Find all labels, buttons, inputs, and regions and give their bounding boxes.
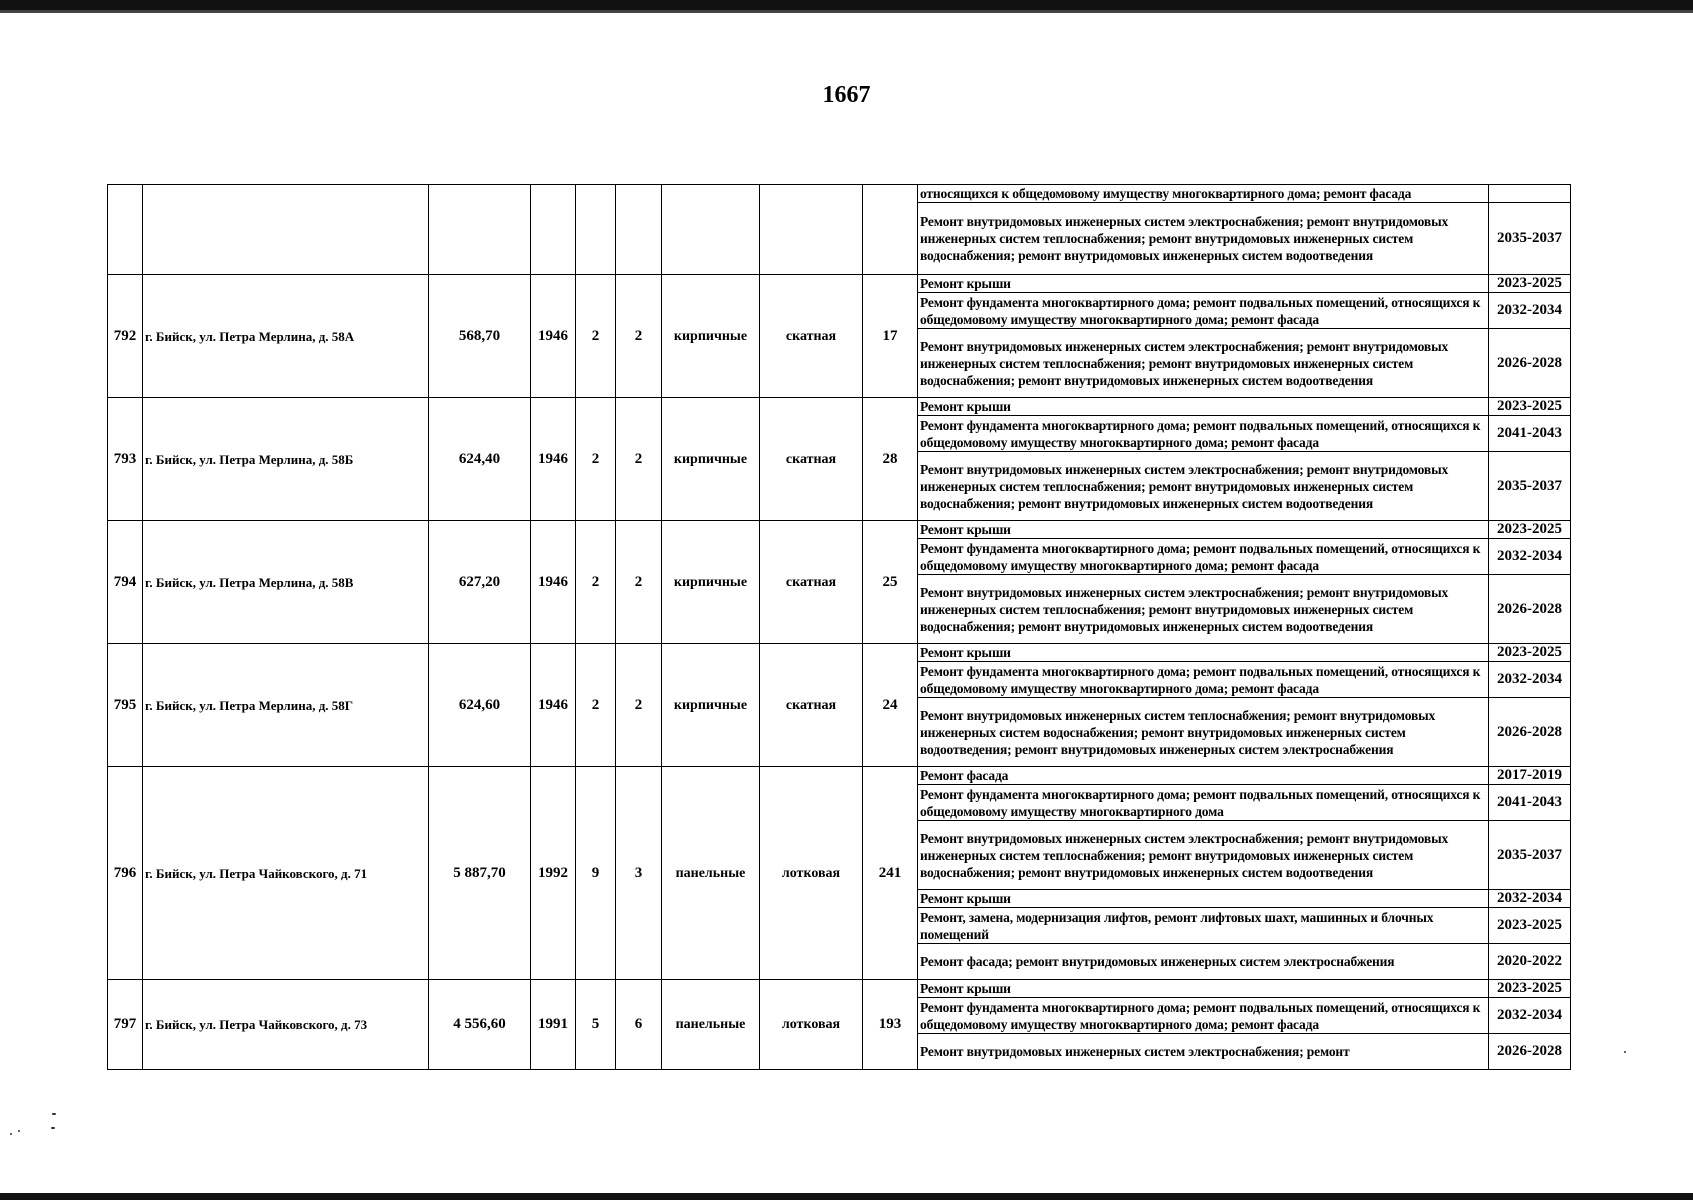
cell-work-period: 2032-2034 — [1489, 998, 1571, 1034]
cell-roof-empty — [760, 185, 863, 275]
cell-work-period: 2023-2025 — [1489, 980, 1571, 998]
cell-year: 1992 — [531, 767, 576, 980]
cell-floors-empty — [576, 185, 616, 275]
cell-entrances: 2 — [616, 644, 662, 767]
scan-speck — [1624, 1051, 1626, 1053]
cell-floors: 9 — [576, 767, 616, 980]
cell-roof-type: лотковая — [760, 767, 863, 980]
cell-address: г. Бийск, ул. Петра Чайковского, д. 73 — [143, 980, 429, 1070]
scan-speck — [51, 1127, 55, 1129]
cell-walls-empty — [662, 185, 760, 275]
cell-work-type: относящихся к общедомовому имуществу многоквартирного дома; ремонт фасада — [918, 185, 1489, 203]
cell-residents: 17 — [863, 275, 918, 398]
table-body — [108, 185, 1571, 1070]
cell-wall-material: кирпичные — [662, 398, 760, 521]
cell-work-type: Ремонт внутридомовых инженерных систем электроснабжения; ремонт внутридомовых инженерных систем теплоснабжения; ремонт внутридомовых инженерных систем водоснабжения; ремонт внутридомовых инженерных систем водоотведения — [918, 329, 1489, 398]
cell-work-type: Ремонт крыши — [918, 644, 1489, 662]
cell-work-type: Ремонт внутридомовых инженерных систем электроснабжения; ремонт — [918, 1034, 1489, 1070]
cell-address: г. Бийск, ул. Петра Чайковского, д. 71 — [143, 767, 429, 980]
cell-work-period: 2017-2019 — [1489, 767, 1571, 785]
cell-area: 627,20 — [429, 521, 531, 644]
cell-work-type: Ремонт фасада; ремонт внутридомовых инженерных систем электроснабжения — [918, 944, 1489, 980]
cell-wall-material: кирпичные — [662, 644, 760, 767]
cell-work-period: 2041-2043 — [1489, 785, 1571, 821]
scan-edge-bottom — [0, 1193, 1693, 1200]
cell-entrances: 3 — [616, 767, 662, 980]
cell-year: 1991 — [531, 980, 576, 1070]
cell-roof-type: лотковая — [760, 980, 863, 1070]
table-row-building — [108, 644, 1571, 662]
table-row-building — [108, 398, 1571, 416]
cell-work-period: 2026-2028 — [1489, 698, 1571, 767]
cell-work-type: Ремонт внутридомовых инженерных систем теплоснабжения; ремонт внутридомовых инженерных систем водоснабжения; ремонт внутридомовых инженерных систем водоотведения; ремонт внутридомовых инженерных систем электроснабжения — [918, 698, 1489, 767]
cell-work-type: Ремонт крыши — [918, 521, 1489, 539]
cell-number: 794 — [108, 521, 143, 644]
cell-area-empty — [429, 185, 531, 275]
table-row-building — [108, 521, 1571, 539]
page-number: 1667 — [822, 82, 871, 108]
scan-speck — [18, 1130, 20, 1132]
scan-edge-top-shadow — [0, 10, 1693, 13]
cell-work-type: Ремонт крыши — [918, 275, 1489, 293]
cell-floors: 2 — [576, 521, 616, 644]
cell-number-empty — [108, 185, 143, 275]
cell-work-type: Ремонт фундамента многоквартирного дома; ремонт подвальных помещений, относящихся к общедомовому имуществу многоквартирного дома; ремонт фасада — [918, 539, 1489, 575]
cell-work-period: 2032-2034 — [1489, 539, 1571, 575]
cell-residents: 24 — [863, 644, 918, 767]
cell-roof-type: скатная — [760, 275, 863, 398]
housing-repair-table — [107, 184, 1571, 1070]
cell-number: 796 — [108, 767, 143, 980]
cell-residents: 25 — [863, 521, 918, 644]
cell-roof-type: скатная — [760, 644, 863, 767]
cell-floors: 2 — [576, 644, 616, 767]
cell-roof-type: скатная — [760, 398, 863, 521]
cell-residents: 241 — [863, 767, 918, 980]
scan-speck — [10, 1133, 12, 1135]
cell-address: г. Бийск, ул. Петра Мерлина, д. 58Б — [143, 398, 429, 521]
cell-area: 568,70 — [429, 275, 531, 398]
cell-work-period: 2041-2043 — [1489, 416, 1571, 452]
cell-work-period: 2032-2034 — [1489, 890, 1571, 908]
cell-work-period: 2035-2037 — [1489, 452, 1571, 521]
cell-roof-type: скатная — [760, 521, 863, 644]
table-row-building — [108, 767, 1571, 785]
cell-work-type: Ремонт внутридомовых инженерных систем электроснабжения; ремонт внутридомовых инженерных систем теплоснабжения; ремонт внутридомовых инженерных систем водоснабжения; ремонт внутридомовых инженерных систем водоотведения — [918, 203, 1489, 275]
cell-work-period: 2026-2028 — [1489, 575, 1571, 644]
cell-floors: 2 — [576, 275, 616, 398]
cell-year: 1946 — [531, 275, 576, 398]
cell-number: 795 — [108, 644, 143, 767]
cell-work-period: 2026-2028 — [1489, 329, 1571, 398]
cell-work-period: 2023-2025 — [1489, 521, 1571, 539]
cell-work-period: 2032-2034 — [1489, 662, 1571, 698]
cell-work-period: 2023-2025 — [1489, 398, 1571, 416]
cell-area: 5 887,70 — [429, 767, 531, 980]
cell-work-type: Ремонт, замена, модернизация лифтов, ремонт лифтовых шахт, машинных и блочных помещений — [918, 908, 1489, 944]
cell-entrances: 6 — [616, 980, 662, 1070]
cell-work-period: 2023-2025 — [1489, 275, 1571, 293]
cell-work-type: Ремонт фундамента многоквартирного дома; ремонт подвальных помещений, относящихся к общедомовому имуществу многоквартирного дома; ремонт фасада — [918, 998, 1489, 1034]
cell-work-type: Ремонт внутридомовых инженерных систем электроснабжения; ремонт внутридомовых инженерных систем теплоснабжения; ремонт внутридомовых инженерных систем водоснабжения; ремонт внутридомовых инженерных систем водоотведения — [918, 821, 1489, 890]
cell-wall-material: кирпичные — [662, 275, 760, 398]
cell-address: г. Бийск, ул. Петра Мерлина, д. 58А — [143, 275, 429, 398]
cell-residents-empty — [863, 185, 918, 275]
cell-number: 792 — [108, 275, 143, 398]
cell-work-type: Ремонт фундамента многоквартирного дома; ремонт подвальных помещений, относящихся к общедомовому имуществу многоквартирного дома — [918, 785, 1489, 821]
cell-work-period — [1489, 185, 1571, 203]
cell-floors: 5 — [576, 980, 616, 1070]
cell-wall-material: панельные — [662, 767, 760, 980]
cell-work-type: Ремонт фундамента многоквартирного дома; ремонт подвальных помещений, относящихся к общедомовому имуществу многоквартирного дома; ремонт фасада — [918, 416, 1489, 452]
cell-address-empty — [143, 185, 429, 275]
cell-work-type: Ремонт фасада — [918, 767, 1489, 785]
cell-residents: 28 — [863, 398, 918, 521]
cell-work-type: Ремонт внутридомовых инженерных систем электроснабжения; ремонт внутридомовых инженерных систем теплоснабжения; ремонт внутридомовых инженерных систем водоснабжения; ремонт внутридомовых инженерных систем водоотведения — [918, 452, 1489, 521]
table-row-building — [108, 980, 1571, 998]
cell-entrances-empty — [616, 185, 662, 275]
cell-residents: 193 — [863, 980, 918, 1070]
cell-area: 624,40 — [429, 398, 531, 521]
cell-entrances: 2 — [616, 521, 662, 644]
cell-area: 4 556,60 — [429, 980, 531, 1070]
cell-address: г. Бийск, ул. Петра Мерлина, д. 58Г — [143, 644, 429, 767]
cell-year: 1946 — [531, 521, 576, 644]
cell-area: 624,60 — [429, 644, 531, 767]
cell-work-period: 2035-2037 — [1489, 821, 1571, 890]
cell-work-type: Ремонт внутридомовых инженерных систем электроснабжения; ремонт внутридомовых инженерных систем теплоснабжения; ремонт внутридомовых инженерных систем водоснабжения; ремонт внутридомовых инженерных систем водоотведения — [918, 575, 1489, 644]
cell-work-period: 2023-2025 — [1489, 644, 1571, 662]
cell-work-period: 2020-2022 — [1489, 944, 1571, 980]
cell-entrances: 2 — [616, 398, 662, 521]
cell-work-type: Ремонт фундамента многоквартирного дома; ремонт подвальных помещений, относящихся к общедомовому имуществу многоквартирного дома; ремонт фасада — [918, 662, 1489, 698]
cell-year-empty — [531, 185, 576, 275]
scan-edge-top — [0, 0, 1693, 10]
cell-work-period: 2023-2025 — [1489, 908, 1571, 944]
cell-entrances: 2 — [616, 275, 662, 398]
cell-year: 1946 — [531, 644, 576, 767]
scan-speck — [52, 1113, 56, 1115]
cell-year: 1946 — [531, 398, 576, 521]
cell-floors: 2 — [576, 398, 616, 521]
cell-number: 797 — [108, 980, 143, 1070]
cell-work-period: 2026-2028 — [1489, 1034, 1571, 1070]
cell-work-period: 2032-2034 — [1489, 293, 1571, 329]
cell-work-type: Ремонт крыши — [918, 980, 1489, 998]
cell-number: 793 — [108, 398, 143, 521]
table-row-continuation — [108, 185, 1571, 203]
cell-address: г. Бийск, ул. Петра Мерлина, д. 58В — [143, 521, 429, 644]
cell-work-type: Ремонт крыши — [918, 890, 1489, 908]
cell-wall-material: кирпичные — [662, 521, 760, 644]
cell-work-type: Ремонт крыши — [918, 398, 1489, 416]
cell-work-type: Ремонт фундамента многоквартирного дома; ремонт подвальных помещений, относящихся к общедомовому имуществу многоквартирного дома; ремонт фасада — [918, 293, 1489, 329]
table-row-building — [108, 275, 1571, 293]
cell-work-period: 2035-2037 — [1489, 203, 1571, 275]
cell-wall-material: панельные — [662, 980, 760, 1070]
